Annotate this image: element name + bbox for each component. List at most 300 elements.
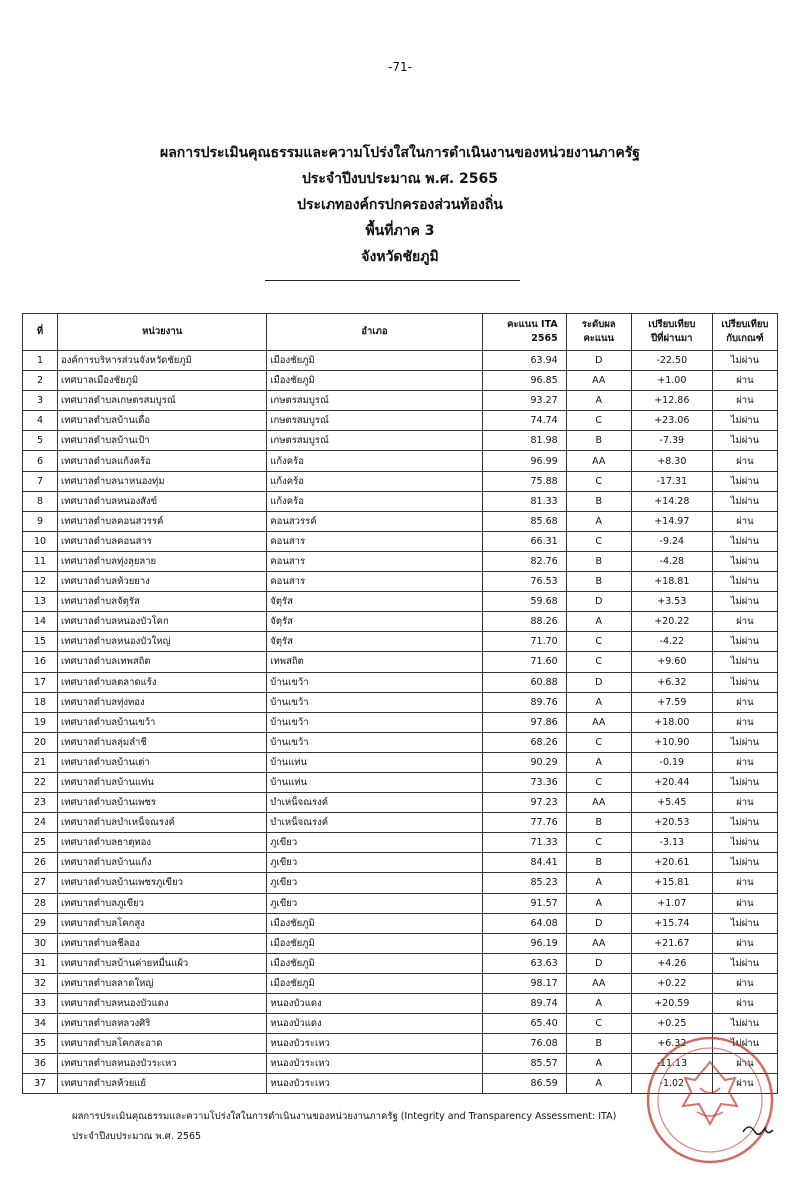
- table-row: [23, 793, 778, 813]
- cell-unit: เทศบาลตำบลหนองบัวใหญ่: [58, 632, 267, 652]
- table-row: [23, 672, 778, 692]
- cell-no: 8: [23, 491, 58, 511]
- header-district: อำเภอ: [267, 314, 482, 351]
- cell-level: A: [566, 752, 631, 772]
- cell-no: 33: [23, 994, 58, 1014]
- cell-result: ผ่าน: [712, 994, 777, 1014]
- cell-compare: +3.53: [631, 592, 712, 612]
- cell-no: 26: [23, 853, 58, 873]
- cell-district: บำเหน็จณรงค์: [267, 793, 482, 813]
- cell-result: ไม่ผ่าน: [712, 672, 777, 692]
- cell-no: 4: [23, 411, 58, 431]
- cell-unit: เทศบาลตำบลเทพสถิต: [58, 652, 267, 672]
- cell-result: ผ่าน: [712, 893, 777, 913]
- cell-score: 96.19: [482, 933, 566, 953]
- table-row: [23, 953, 778, 973]
- table-row: [23, 732, 778, 752]
- cell-unit: เทศบาลตำบลห้วยแย้: [58, 1074, 267, 1094]
- cell-score: 75.88: [482, 471, 566, 491]
- cell-unit: เทศบาลตำบลบ้านเป้า: [58, 431, 267, 451]
- cell-unit: เทศบาลตำบลหนองสังข์: [58, 491, 267, 511]
- table-row: [23, 913, 778, 933]
- table-row: [23, 652, 778, 672]
- cell-result: ผ่าน: [712, 1054, 777, 1074]
- cell-result: ผ่าน: [712, 1074, 777, 1094]
- cell-unit: เทศบาลตำบลชีลอง: [58, 933, 267, 953]
- cell-level: B: [566, 1034, 631, 1054]
- cell-level: A: [566, 1054, 631, 1074]
- cell-score: 89.76: [482, 692, 566, 712]
- cell-score: 76.08: [482, 1034, 566, 1054]
- cell-score: 73.36: [482, 772, 566, 792]
- cell-compare: +6.32: [631, 672, 712, 692]
- cell-compare: +15.81: [631, 873, 712, 893]
- cell-unit: เทศบาลตำบลบ้านเพชรภูเขียว: [58, 873, 267, 893]
- cell-result: ผ่าน: [712, 511, 777, 531]
- cell-result: ไม่ผ่าน: [712, 772, 777, 792]
- cell-level: AA: [566, 933, 631, 953]
- cell-district: บ้านแท่น: [267, 772, 482, 792]
- cell-district: คอนสาร: [267, 531, 482, 551]
- table-row: [23, 451, 778, 471]
- cell-score: 63.63: [482, 953, 566, 973]
- cell-no: 37: [23, 1074, 58, 1094]
- cell-score: 85.23: [482, 873, 566, 893]
- cell-district: เมืองชัยภูมิ: [267, 953, 482, 973]
- cell-compare: +4.26: [631, 953, 712, 973]
- cell-no: 23: [23, 793, 58, 813]
- cell-district: จัตุรัส: [267, 612, 482, 632]
- table-row: [23, 893, 778, 913]
- cell-no: 9: [23, 511, 58, 531]
- cell-unit: เทศบาลตำบลทุ่งลุยลาย: [58, 551, 267, 571]
- cell-score: 64.08: [482, 913, 566, 933]
- cell-district: ภูเขียว: [267, 853, 482, 873]
- cell-score: 71.60: [482, 652, 566, 672]
- cell-no: 31: [23, 953, 58, 973]
- header-level-line2: คะแนน: [583, 333, 615, 344]
- cell-unit: เทศบาลตำบลโคกสะอาด: [58, 1034, 267, 1054]
- cell-result: ไม่ผ่าน: [712, 411, 777, 431]
- cell-no: 24: [23, 813, 58, 833]
- table-row: [23, 853, 778, 873]
- cell-result: ไม่ผ่าน: [712, 471, 777, 491]
- cell-compare: -17.31: [631, 471, 712, 491]
- cell-district: หนองบัวระเหว: [267, 1054, 482, 1074]
- cell-no: 19: [23, 712, 58, 732]
- cell-result: ไม่ผ่าน: [712, 551, 777, 571]
- cell-level: D: [566, 672, 631, 692]
- cell-no: 20: [23, 732, 58, 752]
- cell-level: A: [566, 692, 631, 712]
- cell-no: 2: [23, 371, 58, 391]
- cell-result: ผ่าน: [712, 451, 777, 471]
- cell-district: จัตุรัส: [267, 592, 482, 612]
- cell-district: เกษตรสมบูรณ์: [267, 391, 482, 411]
- cell-result: ผ่าน: [712, 973, 777, 993]
- cell-no: 5: [23, 431, 58, 451]
- cell-compare: +20.22: [631, 612, 712, 632]
- cell-result: ไม่ผ่าน: [712, 913, 777, 933]
- cell-unit: เทศบาลตำบลบ้านแท่น: [58, 772, 267, 792]
- cell-no: 35: [23, 1034, 58, 1054]
- cell-compare: +14.97: [631, 511, 712, 531]
- cell-result: ไม่ผ่าน: [712, 853, 777, 873]
- cell-level: A: [566, 511, 631, 531]
- table-row: [23, 411, 778, 431]
- header-result-line2: กับเกณฑ์: [726, 333, 764, 344]
- cell-no: 12: [23, 572, 58, 592]
- cell-district: ภูเขียว: [267, 873, 482, 893]
- cell-no: 27: [23, 873, 58, 893]
- cell-unit: เทศบาลตำบลบ้านเพชร: [58, 793, 267, 813]
- cell-unit: เทศบาลตำบลบำเหน็จณรงค์: [58, 813, 267, 833]
- table-row: [23, 511, 778, 531]
- cell-no: 25: [23, 833, 58, 853]
- cell-no: 29: [23, 913, 58, 933]
- cell-unit: เทศบาลตำบลแก้งคร้อ: [58, 451, 267, 471]
- cell-district: หนองบัวแดง: [267, 1014, 482, 1034]
- cell-result: ไม่ผ่าน: [712, 833, 777, 853]
- cell-district: บ้านแท่น: [267, 752, 482, 772]
- cell-unit: เทศบาลตำบลคอนสวรรค์: [58, 511, 267, 531]
- cell-unit: เทศบาลตำบลทุ่งทอง: [58, 692, 267, 712]
- cell-unit: เทศบาลตำบลภูเขียว: [58, 893, 267, 913]
- table-row: [23, 813, 778, 833]
- table-row: [23, 873, 778, 893]
- document-title: [0, 140, 800, 270]
- cell-score: 85.68: [482, 511, 566, 531]
- cell-unit: องค์การบริหารส่วนจังหวัดชัยภูมิ: [58, 351, 267, 371]
- cell-district: เมืองชัยภูมิ: [267, 351, 482, 371]
- cell-score: 63.94: [482, 351, 566, 371]
- cell-district: บ้านเขว้า: [267, 732, 482, 752]
- cell-level: A: [566, 1074, 631, 1094]
- title-line-5: จังหวัดชัยภูมิ: [361, 249, 439, 265]
- cell-score: 96.85: [482, 371, 566, 391]
- cell-no: 10: [23, 531, 58, 551]
- cell-result: ผ่าน: [712, 752, 777, 772]
- table-row: [23, 531, 778, 551]
- cell-score: 93.27: [482, 391, 566, 411]
- cell-level: C: [566, 833, 631, 853]
- cell-unit: เทศบาลตำบลลาดใหญ่: [58, 973, 267, 993]
- cell-unit: เทศบาลตำบลบ้านเดื่อ: [58, 411, 267, 431]
- title-line-1: ผลการประเมินคุณธรรมและความโปร่งใสในการดำเนินงานของหน่วยงานภาครัฐ: [160, 145, 640, 161]
- cell-score: 77.76: [482, 813, 566, 833]
- cell-district: เกษตรสมบูรณ์: [267, 431, 482, 451]
- table-row: [23, 551, 778, 571]
- cell-level: A: [566, 391, 631, 411]
- cell-result: ไม่ผ่าน: [712, 491, 777, 511]
- header-unit: หน่วยงาน: [58, 314, 267, 351]
- cell-score: 88.26: [482, 612, 566, 632]
- cell-unit: เทศบาลตำบลบ้านค่ายหมื่นแผ้ว: [58, 953, 267, 973]
- cell-level: A: [566, 612, 631, 632]
- cell-unit: เทศบาลตำบลบ้านเขว้า: [58, 712, 267, 732]
- cell-compare: -4.28: [631, 551, 712, 571]
- cell-compare: +20.44: [631, 772, 712, 792]
- footnote: [72, 1107, 712, 1147]
- cell-district: แก้งคร้อ: [267, 471, 482, 491]
- cell-compare: +18.00: [631, 712, 712, 732]
- table-row: [23, 772, 778, 792]
- cell-level: AA: [566, 973, 631, 993]
- cell-district: แก้งคร้อ: [267, 451, 482, 471]
- cell-score: 71.33: [482, 833, 566, 853]
- cell-compare: +5.45: [631, 793, 712, 813]
- cell-score: 81.98: [482, 431, 566, 451]
- cell-compare: +10.90: [631, 732, 712, 752]
- cell-level: C: [566, 772, 631, 792]
- cell-score: 84.41: [482, 853, 566, 873]
- table-row: [23, 692, 778, 712]
- cell-compare: +20.59: [631, 994, 712, 1014]
- cell-no: 36: [23, 1054, 58, 1074]
- cell-compare: +8.30: [631, 451, 712, 471]
- cell-no: 15: [23, 632, 58, 652]
- header-level-line1: ระดับผล: [581, 319, 616, 330]
- cell-compare: +18.81: [631, 572, 712, 592]
- cell-level: AA: [566, 793, 631, 813]
- cell-compare: +21.67: [631, 933, 712, 953]
- cell-result: ไม่ผ่าน: [712, 531, 777, 551]
- cell-district: ภูเขียว: [267, 893, 482, 913]
- cell-unit: เทศบาลตำบลลุ่มลำชี: [58, 732, 267, 752]
- cell-no: 18: [23, 692, 58, 712]
- cell-compare: +15.74: [631, 913, 712, 933]
- cell-compare: +1.07: [631, 893, 712, 913]
- title-line-3: ประเภทองค์กรปกครองส่วนท้องถิ่น: [297, 197, 503, 213]
- cell-result: ไม่ผ่าน: [712, 1034, 777, 1054]
- cell-district: บำเหน็จณรงค์: [267, 813, 482, 833]
- cell-unit: เทศบาลตำบลนาหนองทุ่ม: [58, 471, 267, 491]
- cell-no: 1: [23, 351, 58, 371]
- cell-level: C: [566, 1014, 631, 1034]
- title-line-2: ประจำปีงบประมาณ พ.ศ. 2565: [301, 171, 499, 187]
- cell-level: B: [566, 572, 631, 592]
- table-row: [23, 973, 778, 993]
- cell-compare: +6.32: [631, 1034, 712, 1054]
- cell-unit: เทศบาลตำบลห้วยยาง: [58, 572, 267, 592]
- cell-district: หนองบัวระเหว: [267, 1034, 482, 1054]
- official-seal-stamp-icon: [625, 1020, 785, 1170]
- cell-level: B: [566, 551, 631, 571]
- cell-score: 60.88: [482, 672, 566, 692]
- cell-result: ผ่าน: [712, 391, 777, 411]
- cell-unit: เทศบาลเมืองชัยภูมิ: [58, 371, 267, 391]
- cell-level: AA: [566, 371, 631, 391]
- cell-score: 85.57: [482, 1054, 566, 1074]
- table-row: [23, 572, 778, 592]
- cell-result: ไม่ผ่าน: [712, 592, 777, 612]
- cell-level: C: [566, 652, 631, 672]
- cell-unit: เทศบาลตำบลหนองบัวโคก: [58, 612, 267, 632]
- cell-district: หนองบัวระเหว: [267, 1074, 482, 1094]
- cell-level: B: [566, 813, 631, 833]
- cell-result: ผ่าน: [712, 873, 777, 893]
- header-level: [566, 314, 631, 351]
- page-number: -71-: [388, 60, 412, 74]
- cell-unit: เทศบาลตำบลบ้านเต่า: [58, 752, 267, 772]
- table-row: [23, 371, 778, 391]
- cell-no: 13: [23, 592, 58, 612]
- cell-no: 7: [23, 471, 58, 491]
- cell-level: B: [566, 853, 631, 873]
- cell-level: B: [566, 491, 631, 511]
- cell-unit: เทศบาลตำบลธาตุทอง: [58, 833, 267, 853]
- cell-district: เมืองชัยภูมิ: [267, 933, 482, 953]
- cell-level: C: [566, 471, 631, 491]
- table-header-row: [23, 314, 778, 351]
- cell-result: ผ่าน: [712, 933, 777, 953]
- cell-compare: -9.24: [631, 531, 712, 551]
- table-row: [23, 431, 778, 451]
- cell-score: 89.74: [482, 994, 566, 1014]
- cell-no: 30: [23, 933, 58, 953]
- cell-compare: -3.13: [631, 833, 712, 853]
- cell-compare: +0.25: [631, 1014, 712, 1034]
- cell-level: C: [566, 531, 631, 551]
- header-no: ที่: [23, 314, 58, 351]
- cell-no: 16: [23, 652, 58, 672]
- header-result-line1: เปรียบเทียบ: [721, 319, 769, 330]
- cell-compare: -1.02: [631, 1074, 712, 1094]
- cell-compare: +7.59: [631, 692, 712, 712]
- cell-no: 14: [23, 612, 58, 632]
- cell-district: คอนสาร: [267, 572, 482, 592]
- cell-score: 86.59: [482, 1074, 566, 1094]
- cell-score: 82.76: [482, 551, 566, 571]
- cell-score: 59.68: [482, 592, 566, 612]
- cell-score: 71.70: [482, 632, 566, 652]
- table-row: [23, 994, 778, 1014]
- cell-level: C: [566, 632, 631, 652]
- cell-district: บ้านเขว้า: [267, 692, 482, 712]
- cell-level: AA: [566, 451, 631, 471]
- cell-result: ผ่าน: [712, 712, 777, 732]
- cell-district: ภูเขียว: [267, 833, 482, 853]
- cell-score: 65.40: [482, 1014, 566, 1034]
- cell-level: B: [566, 431, 631, 451]
- cell-no: 34: [23, 1014, 58, 1034]
- cell-result: ไม่ผ่าน: [712, 813, 777, 833]
- cell-no: 21: [23, 752, 58, 772]
- cell-unit: เทศบาลตำบลตลาดแร้ง: [58, 672, 267, 692]
- cell-no: 3: [23, 391, 58, 411]
- cell-score: 66.31: [482, 531, 566, 551]
- cell-no: 32: [23, 973, 58, 993]
- cell-level: D: [566, 913, 631, 933]
- title-line-4: พื้นที่ภาค 3: [365, 223, 435, 239]
- table-row: [23, 351, 778, 371]
- cell-unit: เทศบาลตำบลบ้านแก้ง: [58, 853, 267, 873]
- cell-result: ผ่าน: [712, 793, 777, 813]
- cell-score: 81.33: [482, 491, 566, 511]
- cell-level: C: [566, 411, 631, 431]
- header-score-line2: 2565: [531, 333, 558, 344]
- cell-compare: +9.60: [631, 652, 712, 672]
- cell-no: 6: [23, 451, 58, 471]
- cell-district: หนองบัวแดง: [267, 994, 482, 1014]
- cell-score: 96.99: [482, 451, 566, 471]
- cell-score: 98.17: [482, 973, 566, 993]
- cell-district: เมืองชัยภูมิ: [267, 973, 482, 993]
- cell-no: 17: [23, 672, 58, 692]
- cell-result: ไม่ผ่าน: [712, 652, 777, 672]
- cell-no: 28: [23, 893, 58, 913]
- cell-compare: -11.13: [631, 1054, 712, 1074]
- header-score: [482, 314, 566, 351]
- cell-level: D: [566, 351, 631, 371]
- cell-no: 11: [23, 551, 58, 571]
- cell-level: A: [566, 873, 631, 893]
- cell-unit: เทศบาลตำบลหนองบัวระเหว: [58, 1054, 267, 1074]
- cell-compare: +20.53: [631, 813, 712, 833]
- results-table: [22, 313, 778, 1094]
- cell-level: D: [566, 953, 631, 973]
- cell-district: เมืองชัยภูมิ: [267, 371, 482, 391]
- cell-unit: เทศบาลตำบลจัตุรัส: [58, 592, 267, 612]
- cell-compare: +20.61: [631, 853, 712, 873]
- cell-district: เทพสถิต: [267, 652, 482, 672]
- cell-compare: -7.39: [631, 431, 712, 451]
- cell-result: ไม่ผ่าน: [712, 572, 777, 592]
- table-row: [23, 833, 778, 853]
- cell-score: 91.57: [482, 893, 566, 913]
- header-score-line1: คะแนน ITA: [507, 319, 558, 330]
- cell-result: ไม่ผ่าน: [712, 632, 777, 652]
- cell-unit: เทศบาลตำบลหลวงศิริ: [58, 1014, 267, 1034]
- cell-district: จัตุรัส: [267, 632, 482, 652]
- cell-unit: เทศบาลตำบลคอนสาร: [58, 531, 267, 551]
- cell-level: D: [566, 592, 631, 612]
- table-row: [23, 632, 778, 652]
- cell-result: ไม่ผ่าน: [712, 953, 777, 973]
- table-row: [23, 471, 778, 491]
- table-row: [23, 391, 778, 411]
- cell-compare: -4.22: [631, 632, 712, 652]
- cell-result: ผ่าน: [712, 692, 777, 712]
- header-compare: [631, 314, 712, 351]
- cell-district: เมืองชัยภูมิ: [267, 913, 482, 933]
- header-compare-line2: ปีที่ผ่านมา: [651, 333, 693, 344]
- cell-score: 90.29: [482, 752, 566, 772]
- cell-compare: +1.00: [631, 371, 712, 391]
- cell-compare: +14.28: [631, 491, 712, 511]
- table-row: [23, 491, 778, 511]
- table-row: [23, 752, 778, 772]
- table-row: [23, 712, 778, 732]
- cell-district: คอนสาร: [267, 551, 482, 571]
- header-result: [712, 314, 777, 351]
- cell-unit: เทศบาลตำบลหนองบัวแดง: [58, 994, 267, 1014]
- footnote-line-2: ประจำปีงบประมาณ พ.ศ. 2565: [72, 1131, 202, 1142]
- cell-score: 68.26: [482, 732, 566, 752]
- table-row: [23, 592, 778, 612]
- cell-compare: +12.86: [631, 391, 712, 411]
- header-compare-line1: เปรียบเทียบ: [648, 319, 696, 330]
- table-body: [23, 351, 778, 1094]
- cell-level: A: [566, 893, 631, 913]
- cell-district: คอนสวรรค์: [267, 511, 482, 531]
- cell-district: เกษตรสมบูรณ์: [267, 411, 482, 431]
- cell-score: 76.53: [482, 572, 566, 592]
- cell-score: 97.23: [482, 793, 566, 813]
- cell-result: ผ่าน: [712, 612, 777, 632]
- cell-district: บ้านเขว้า: [267, 672, 482, 692]
- cell-score: 74.74: [482, 411, 566, 431]
